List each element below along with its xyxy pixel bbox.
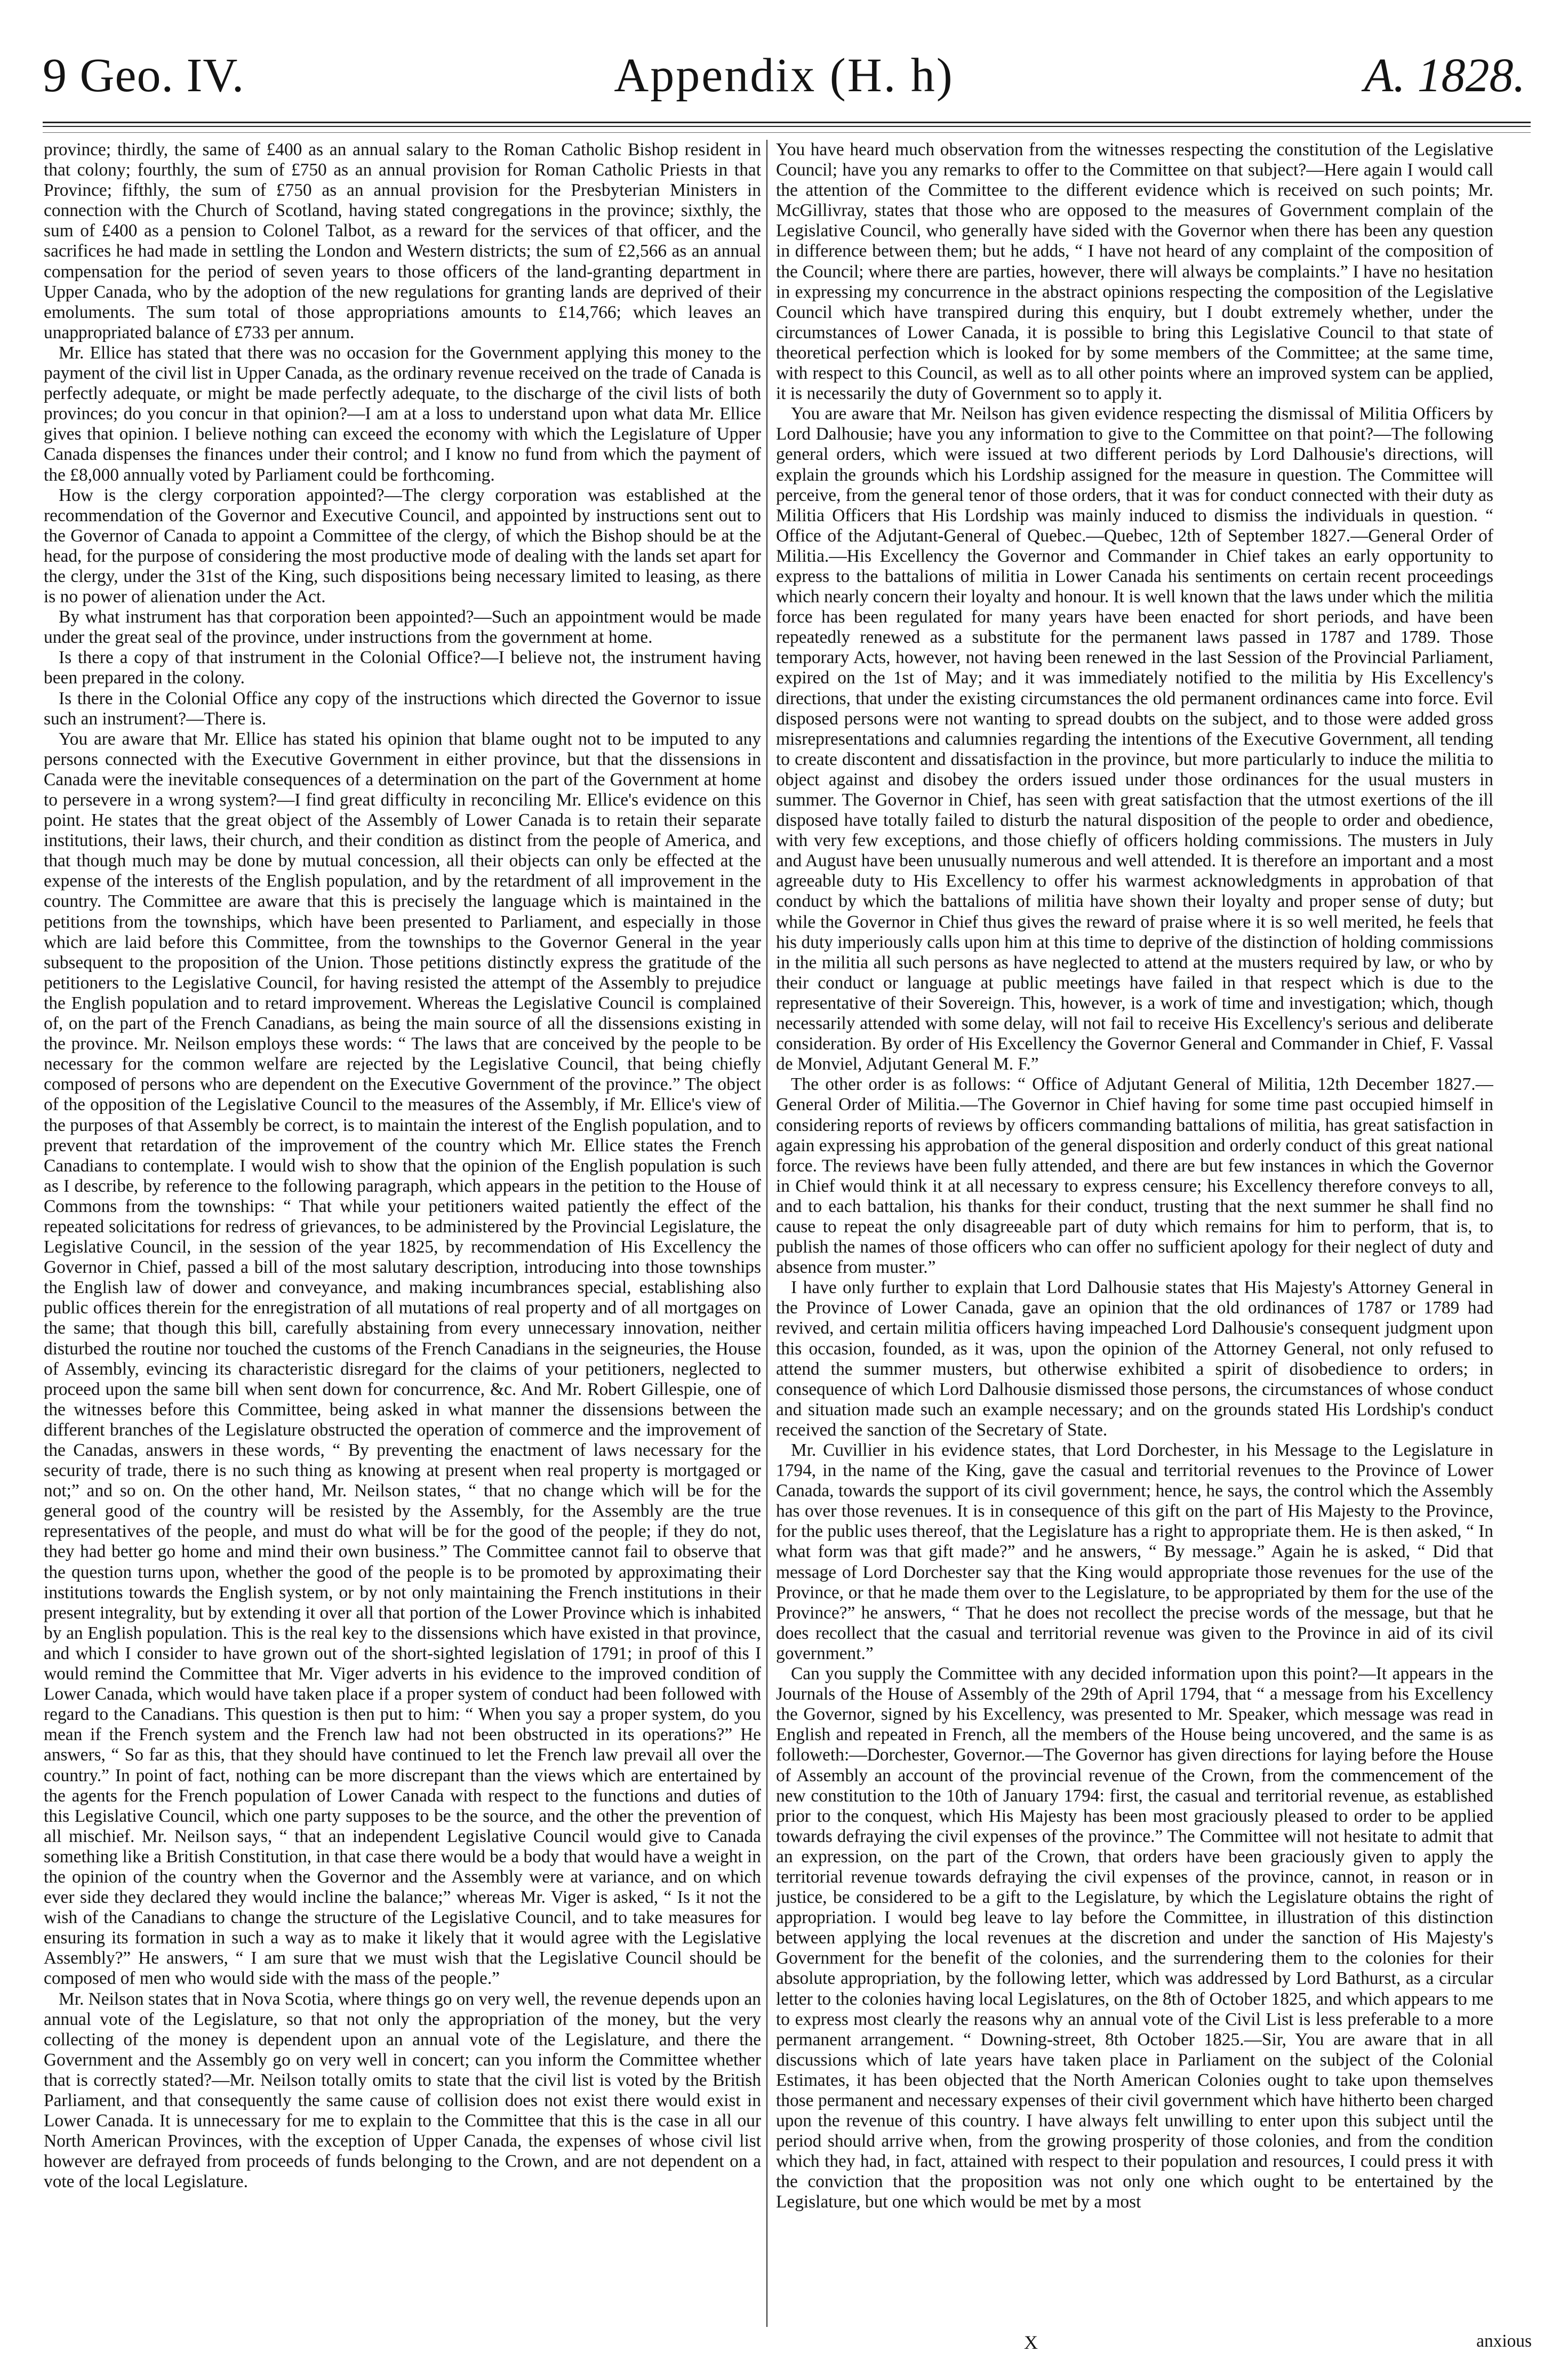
year-label: A. 1828. xyxy=(1364,49,1525,102)
header-rule-thick xyxy=(43,122,1531,123)
catchword: anxious xyxy=(1476,2331,1532,2351)
paragraph: The other order is as follows: “ Office of Adjutant General of Militia, 12th December 1827.—General Order of Militia.—The Governor in Chief having for some time past occupied himself in considering reports of reviews by officers commanding battalions of militia, has great satisfaction in again expressing his approbation of the general disposition and orderly conduct of this great national force. The reviews have been fully attended, and there are but few instances in which the Governor in Chief would think it at all necessary to express censure; his Excellency therefore conveys to all, and to each battalion, his thanks for their conduct, trusting that the next summer he shall find no cause to repeat the only disagreeable part of duty which remains for him to perform, that is, to publish the names of those officers who can offer no sufficient apology for their neglect of duty and absence from muster.” xyxy=(776,1074,1493,1278)
paragraph: Can you supply the Committee with any decided information upon this point?—It appears in the Journals of the House of Assembly of the 29th of April 1794, that “ a message from his Excellency the Governor, signed by his Excellency, was presented to Mr. Speaker, which message was read in English and repeated in French, all the members of the House being uncovered, and the same is as followeth:—Dorchester, Governor.—The Governor has given directions for laying before the House of Assembly an account of the provincial revenue of the Crown, from the commencement of the new constitution to the 10th of January 1794: first, the casual and territorial revenue, as established prior to the conquest, which His Majesty has been most graciously pleased to order to be applied towards defraying the civil expenses of the province.” The Committee will not hesitate to admit that an expression, on the part of the Crown, that orders have been graciously given to apply the territorial revenue towards defraying the civil expenses of the province, cannot, in reason or in justice, be considered to be a gift to the Legislature, by which the Legislature obtains the right of appropriation. I would beg leave to lay before the Committee, in illustration of this distinction between applying the local revenues at the discretion and under the sanction of His Majesty's Government for the benefit of the colonies, and the surrendering them to the colonies for their absolute appropriation, by the following letter, which was addressed by Lord Bathurst, as a circular letter to the colonies having local Legislatures, on the 8th of October 1825, and which appears to me to express most clearly the reasons why an annual vote of the Civil List is less preferable to a more permanent arrangement. “ Downing-street, 8th October 1825.—Sir, You are aware that in all discussions which of late years have taken place in Parliament on the subject of the Colonial Estimates, it has been objected that the North American Colonies ought to take upon themselves those permanent and necessary expenses of their civil government which have hitherto been charged upon the revenue of this country. I have always felt unwilling to enter upon this subject until the period should arrive when, from the growing prosperity of those colonies, and from the condition which they had, in fact, attained with respect to their population and resources, I could press it with the conviction that the proposition was not only one which ought to be entertained by the Legislature, but one which would be met by a most xyxy=(776,1664,1493,2212)
column-divider xyxy=(766,140,767,2327)
signature-mark: X xyxy=(1024,2332,1039,2353)
header-rule-thin xyxy=(43,132,1531,133)
paragraph: I have only further to explain that Lord Dalhousie states that His Majesty's Attorney General in the Province of Lower Canada, gave an opinion that the old ordinances of 1787 or 1789 had revived, and certain militia officers having impeached Lord Dalhousie's consequent judgment upon this occasion, founded, as it was, upon the opinion of the Attorney General, not only refused to attend the summer musters, but otherwise exhibited a spirit of disobedience to orders; in consequence of which Lord Dalhousie dismissed those persons, the circumstances of whose conduct and situation made such an example necessary; and on the grounds stated His Lordship's conduct received the sanction of the Secretary of State. xyxy=(776,1278,1493,1440)
left-column xyxy=(44,140,761,2343)
paragraph: By what instrument has that corporation been appointed?—Such an appointment would be made under the great seal of the province, under instructions from the government at home. xyxy=(44,607,761,648)
appendix-label: Appendix (H. h) xyxy=(614,49,954,102)
paragraph: You are aware that Mr. Neilson has given evidence respecting the dismissal of Militia Officers by Lord Dalhousie; have you any information to give to the Committee on that point?—The following general orders, which were issued at two different periods by Lord Dalhousie's directions, will explain the grounds which his Lordship assigned for the measure in question. The Committee will perceive, from the general tenor of those orders, that it was for conduct connected with their duty as Militia Officers that His Lordship was mainly induced to dismiss the individuals in question. “ Office of the Adjutant-General of Quebec.—Quebec, 12th of September 1827.—General Order of Militia.—His Excellency the Governor and Commander in Chief takes an early opportunity to express to the battalions of militia in Lower Canada his sentiments on certain recent proceedings which nearly concern their loyalty and honour. It is well known that the laws under which the militia force has been regulated for many years have been enacted for short periods, and have been repeatedly renewed as a substitute for the permanent laws passed in 1787 and 1789. Those temporary Acts, however, not having been renewed in the last Session of the Provincial Parliament, expired on the 1st of May; and it was immediately notified to the militia by His Excellency's directions, that under the existing circumstances the old permanent ordinances came into force. Evil disposed persons were not wanting to spread doubts on the subject, and to those were added gross misrepresentations and calumnies regarding the intentions of the Executive Government, all tending to create discontent and dissatisfaction in the province, but more particularly to induce the militia to object against and disobey the orders issued under those ordinances for the usual musters in summer. The Governor in Chief, has seen with great satisfaction that the utmost exertions of the ill disposed have totally failed to disturb the natural disposition of the people to order and obedience, with very few exceptions, and those chiefly of officers holding commissions. The musters in July and August have been unusually numerous and well attended. It is therefore an important and a most agreeable duty to His Excellency to offer his warmest acknowledgments in approbation of that conduct by which the battalions of militia have shown their loyalty and proper sense of duty; but while the Governor in Chief thus gives the reward of praise where it is so well merited, he feels that his duty imperiously calls upon him at this time to deprive of the distinction of holding commissions in the militia all such persons as have neglected to attend at the musters required by law, or who by their conduct or language at public meetings have failed in that respect which is due to the representative of their Sovereign. This, however, is a work of time and investigation; which, though necessarily attended with some delay, will not fail to receive His Excellency's serious and deliberate consideration. By order of His Excellency the Governor General and Commander in Chief, F. Vassal de Monviel, Adjutant General M. F.” xyxy=(776,404,1493,1074)
paragraph: You have heard much observation from the witnesses respecting the constitution of the Legislative Council; have you any remarks to offer to the Committee on that subject?—Here again I would call the attention of the Committee to the different evidence which is received on such points; Mr. McGillivray, states that those who are opposed to the measures of Government complain of the Legislative Council, who generally have sided with the Governor when there has been any question in difference between them; but he adds, “ I have not heard of any complaint of the composition of the Council; where there are parties, however, there will always be complaints.” I have no hesitation in expressing my concurrence in the abstract opinions respecting the composition of the Legislative Council which have transpired during this enquiry, but I doubt extremely whether, under the circumstances of Lower Canada, it is possible to bring this Legislative Council to that state of theoretical perfection which is looked for by some members of the Committee; at the same time, with respect to this Council, as well as to all other points where an improved system can be applied, it is necessarily the duty of Government so to apply it. xyxy=(776,140,1493,404)
paragraph: Mr. Cuvillier in his evidence states, that Lord Dorchester, in his Message to the Legislature in 1794, in the name of the King, gave the casual and territorial revenues to the Province of Lower Canada, towards the support of its civil government; hence, he says, the control which the Assembly has over those revenues. It is in consequence of this gift on the part of His Majesty to the Province, for the public uses thereof, that the Legislature has a right to appropriate them. He is then asked, “ In what form was that gift made?” and he answers, “ By message.” Again he is asked, “ Did that message of Lord Dorchester say that the King would appropriate those revenues for the use of the Province, or that he made them over to the Legislature, to be appropriated by them for the use of the Province?” he answers, “ That he does not recollect the precise words of the message, but that he does recollect that the casual and territorial revenue was given to the Province in aid of its civil government.” xyxy=(776,1440,1493,1663)
paragraph: Mr. Ellice has stated that there was no occasion for the Government applying this money to the payment of the civil list in Upper Canada, as the ordinary revenue received on the trade of Canada is perfectly adequate, or might be made perfectly adequate, to the discharge of the civil lists of both provinces; do you concur in that opinion?—I am at a loss to understand upon what data Mr. Ellice gives that opinion. I believe nothing can exceed the economy with which the Legislature of Upper Canada dispenses the finances under their control; and I know no fund from which the payment of the £8,000 annually voted by Parliament could be forthcoming. xyxy=(44,342,761,485)
paragraph: province; thirdly, the same of £400 as an annual salary to the Roman Catholic Bishop resident in that colony; fourthly, the sum of £750 as an annual provision for Roman Catholic Priests in that Province; fifthly, the sum of £750 as an annual provision for the Presbyterian Ministers in connection with the Church of Scotland, having stated congregations in the province; sixthly, the sum of £400 as a pension to Colonel Talbot, as a reward for the services of that officer, and the sacrifices he had made in settling the London and Western districts; the sum of £2,566 as an annual compensation for the period of seven years to those officers of the land-granting department in Upper Canada, who by the adoption of the new regulations for granting lands are deprived of their emoluments. The sum total of those appropriations amounts to £14,766; which leaves an unappropriated balance of £733 per annum. xyxy=(44,140,761,342)
session-label: 9 Geo. IV. xyxy=(43,49,245,102)
paragraph: You are aware that Mr. Ellice has stated his opinion that blame ought not to be imputed to any persons connected with the Executive Government in either province, but that the dissensions in Canada were the inevitable consequences of a determination on the part of the Government at home to persevere in a wrong system?—I find great difficulty in reconciling Mr. Ellice's evidence on this point. He states that the great object of the Assembly of Lower Canada is to retain their separate institutions, their laws, their church, and their condition as distinct from the people of America, and that though much may be done by mutual concession, all their objects can only be effected at the expense of the interests of the English population, and by the retardment of all improvement in the country. The Committee are aware that this is precisely the language which is maintained in the petitions from the townships, which have been presented to Parliament, and especially in those which are laid before this Committee, from the townships to the Governor General in the year subsequent to the proposition of the Union. Those petitions distinctly express the gratitude of the petitioners to the Legislative Council, for having resisted the attempt of the Assembly to prejudice the English population and to retard improvement. Whereas the Legislative Council is complained of, on the part of the French Canadians, as being the main source of all the dissensions existing in the province. Mr. Neilson employs these words: “ The laws that are conceived by the people to be necessary for the common welfare are rejected by the Legislative Council, that being chiefly composed of persons who are dependent on the Executive Government of the province.” The object of the opposition of the Legislative Council to the measures of the Assembly, if Mr. Ellice's view of the purposes of that Assembly be correct, is to maintain the interest of the English population, and to prevent that retardation of the improvement of the country which Mr. Ellice states the French Canadians to contemplate. I would wish to show that the opinion of the English population is such as I describe, by reference to the following paragraph, which appears in the petition to the House of Commons from the townships: “ That while your petitioners waited patiently the effect of the repeated solicitations for redress of grievances, to be administered by the Provincial Legislature, the Legislative Council, in the session of the year 1825, by recommendation of His Excellency the Governor in Chief, passed a bill of the most salutary description, introducing into those townships the English law of dower and conveyance, and making incumbrances special, establishing also public offices therein for the enregistration of all mutations of real property and of all mortgages on the same; that though this bill, carefully abstaining from every unnecessary innovation, neither disturbed the routine nor touched the customs of the French Canadians in the seigneuries, the House of Assembly, evincing its characteristic disregard for the claims of your petitioners, neglected to proceed upon the same bill when sent down for concurrence, &c. And Mr. Robert Gillespie, one of the witnesses before this Committee, being asked in what manner the dissensions between the different branches of the Legislature obstructed the operation of commerce and the improvement of the Canadas, answers in these words, “ By preventing the enactment of laws necessary for the security of trade, there is no such thing as knowing at present when real property is mortgaged or not;” and so on. On the other hand, Mr. Neilson states, “ that no change which will be for the general good of the country will be resisted by the Assembly, for the Assembly are the true representatives of the people, and must do what will be for the good of the people; if they do not, they had better go home and mind their own business.” The Committee cannot fail to observe that the question turns upon, whether the good of the people is to be promoted by approximating their institutions towards the English system, or by not only maintaining the French institutions in their present integrality, but by extending it over all that portion of the Lower Province which is inhabited by an English population. This is the real key to the dissensions which have existed in that province, and which I consider to have grown out of the short-sighted legislation of 1791; in proof of this I would remind the Committee that Mr. Viger adverts in his evidence to the improved condition of Lower Canada, which would have taken place if a proper system of conduct had been followed with regard to the Canadians. This question is then put to him: “ When you say a proper system, do you mean if the French system and the French law had not been obstructed in its operations?” He answers, “ So far as this, that they should have continued to let the French law prevail all over the country.” In point of fact, nothing can be more discrepant than the views which are entertained by the agents for the French population of Lower Canada with respect to the functions and duties of this Legislative Council, which one party supposes to be the source, and the other the prevention of all mischief. Mr. Neilson says, “ that an independent Legislative Council would give to Canada something like a British Constitution, in that case there would be a body that would have a weight in the opinion of the country when the Governor and the Assembly were at variance, and on which ever side they declared they would incline the balance;” whereas Mr. Viger is asked, “ Is it not the wish of the Canadians to change the structure of the Legislative Council, and to take measures for ensuring its formation in such a way as to make it likely that it would agree with the Legislative Assembly?” He answers, “ I am sure that we must wish that the Legislative Council should be composed of men who would side with the mass of the people.” xyxy=(44,729,761,1989)
paragraph: Mr. Neilson states that in Nova Scotia, where things go on very well, the revenue depends upon an annual vote of the Legislature, so that not only the appropriation of the money, but the very collecting of the money is dependent upon an annual vote of the Legislature, and there the Government and the Assembly go on very well in concert; can you inform the Committee whether that is correctly stated?—Mr. Neilson totally omits to state that the civil list is voted by the British Parliament, and that consequently the same cause of collision does not exist there would exist in Lower Canada. It is unnecessary for me to explain to the Committee that this is the case in all our North American Provinces, with the exception of Upper Canada, the expenses of whose civil list however are defrayed from proceeds of funds belonging to the Crown, and are not dependent on a vote of the local Legislature. xyxy=(44,1989,761,2192)
header-rule-double xyxy=(43,126,1531,127)
paragraph: How is the clergy corporation appointed?—The clergy corporation was established at the recommendation of the Governor and Executive Council, and appointed by instructions sent out to the Governor of Canada to appoint a Committee of the clergy, of which the Bishop should be at the head, for the purpose of considering the most productive mode of dealing with the lands set apart for the clergy, under the 31st of the King, such dispositions being necessary limited to leasing, as there is no power of alienation under the Act. xyxy=(44,485,761,607)
page-header xyxy=(43,21,1525,101)
paragraph: Is there in the Colonial Office any copy of the instructions which directed the Governor to issue such an instrument?—There is. xyxy=(44,688,761,729)
paragraph: Is there a copy of that instrument in the Colonial Office?—I believe not, the instrument having been prepared in the colony. xyxy=(44,648,761,688)
right-column xyxy=(776,140,1493,2343)
